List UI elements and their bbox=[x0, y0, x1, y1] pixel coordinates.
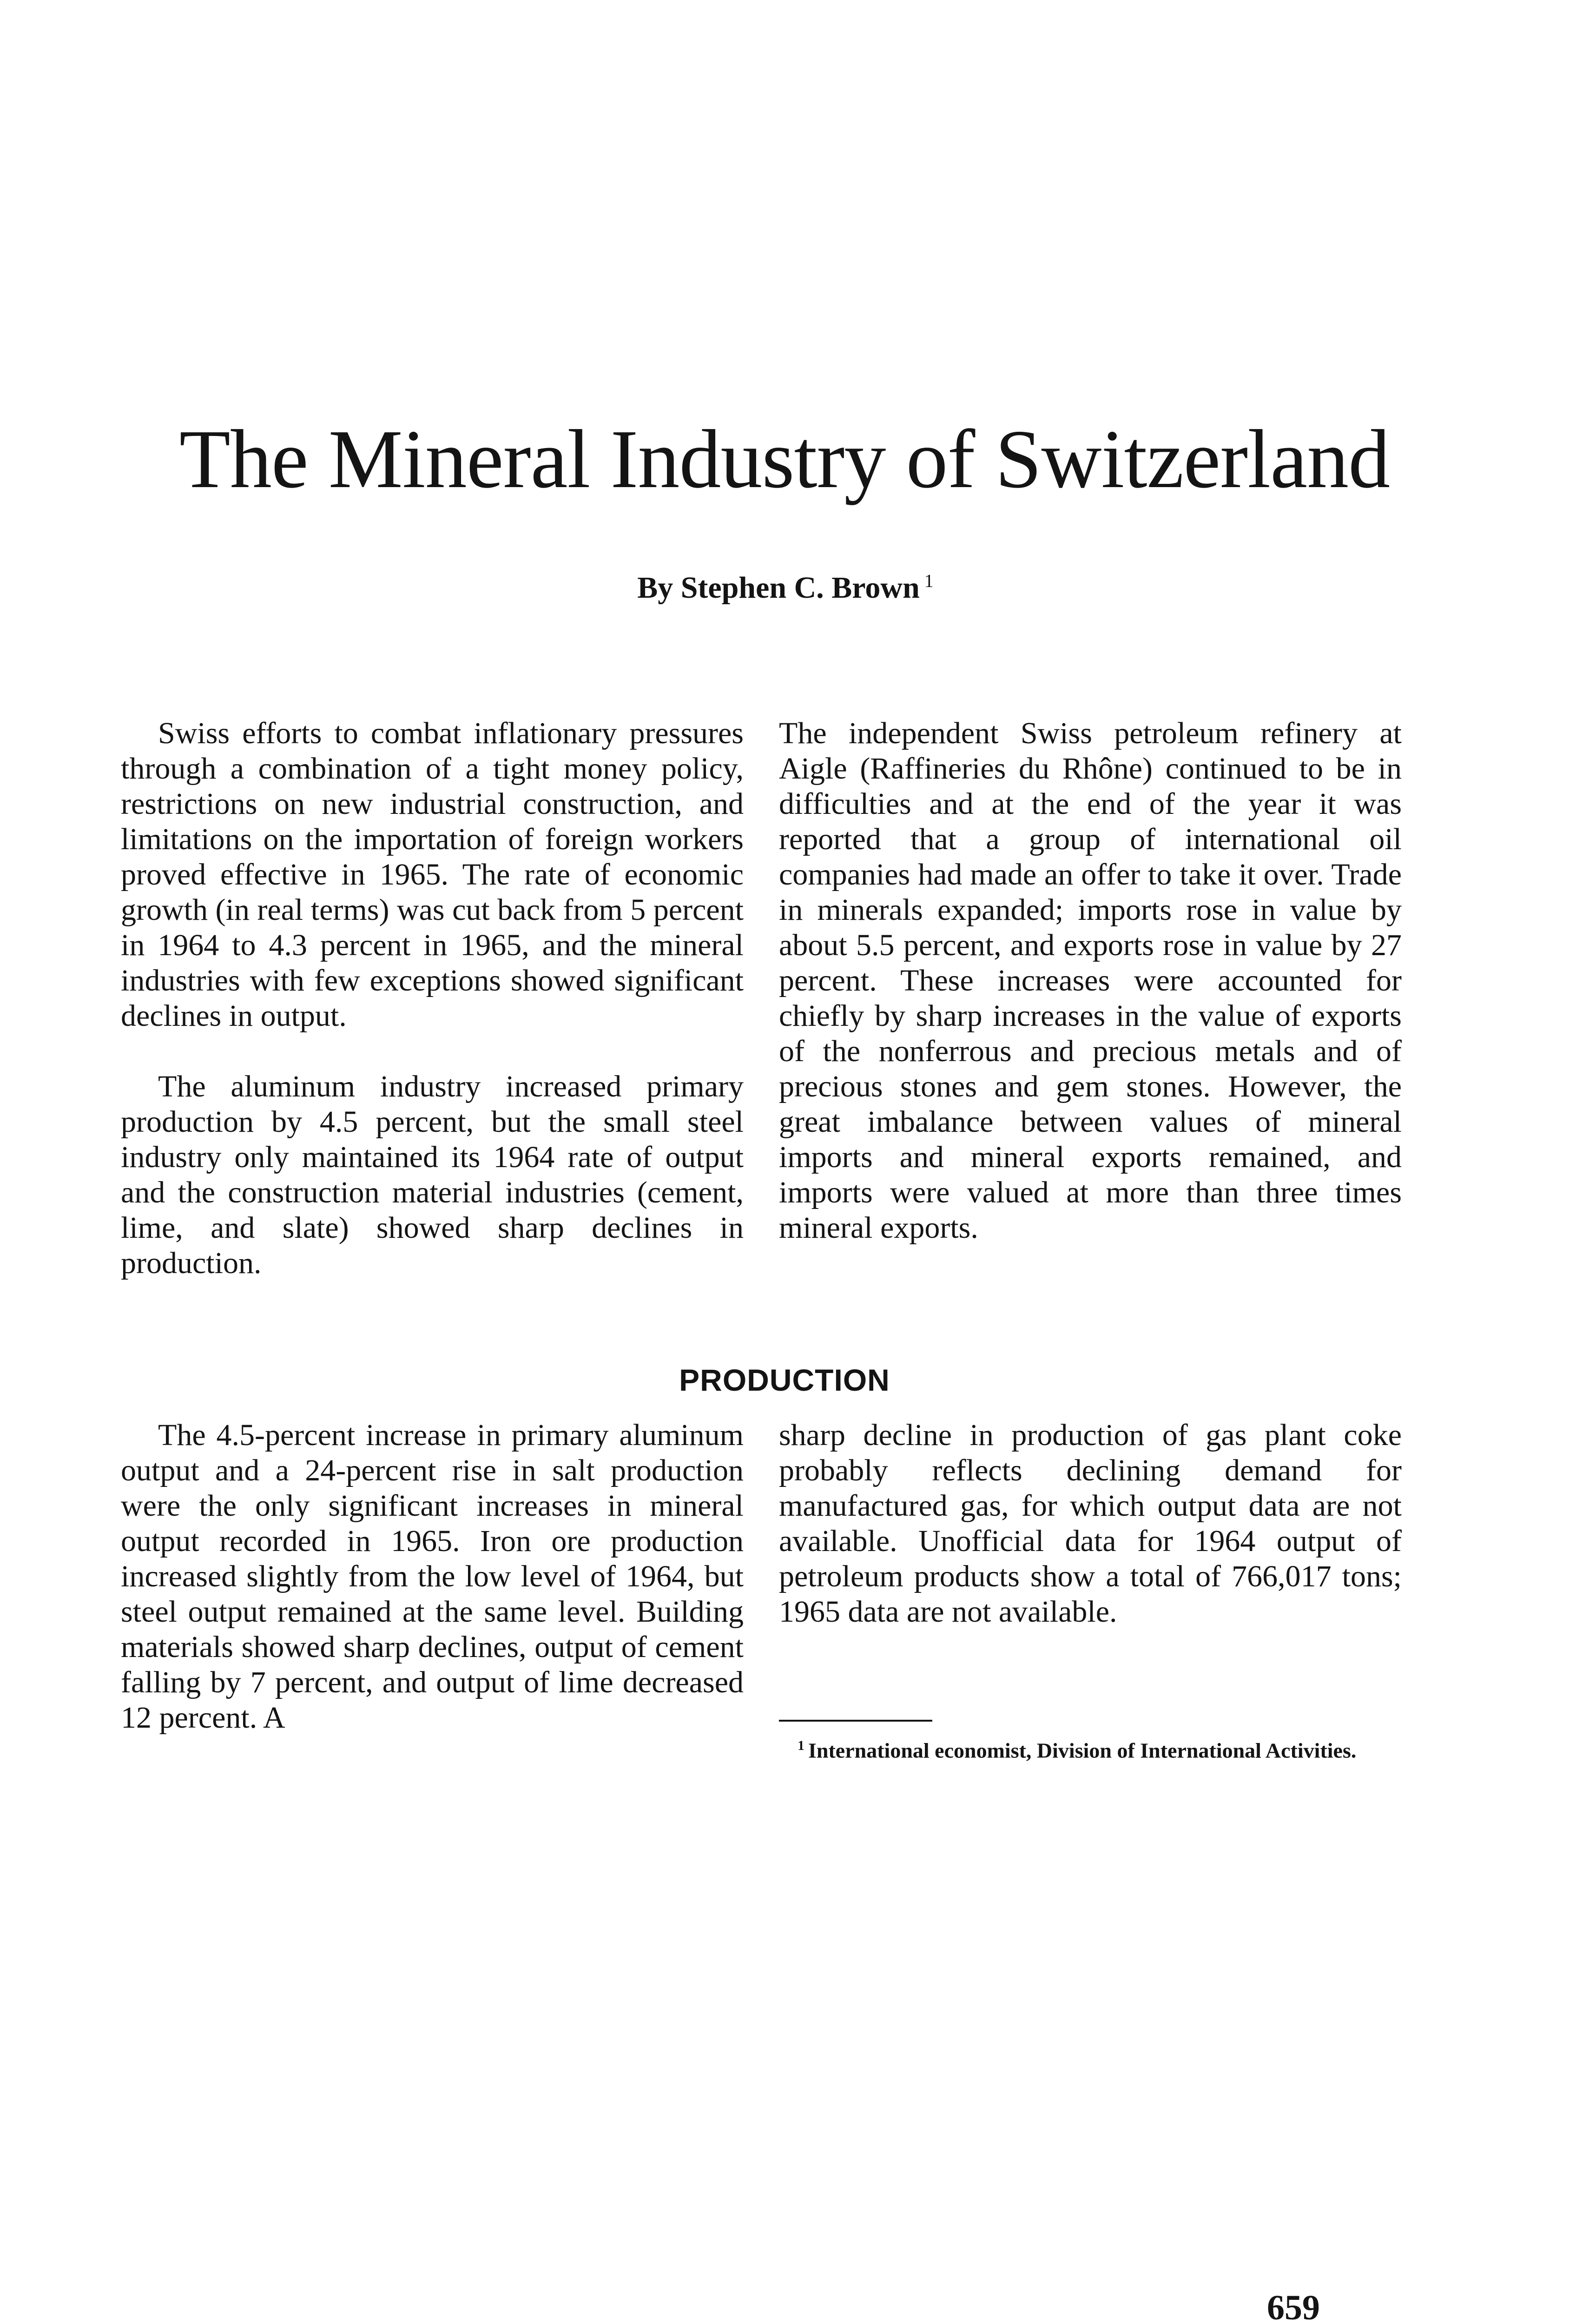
intro-paragraph: The independent Swiss petroleum refinery at Aigle (Raffineries du Rhône) continued to be in difficulties and at the end of the year it was reported that a group of international oil companies had made an offer to take it over. Trade in minerals expanded; imports rose in value by about 5.5 percent, and exports rose in value by 27 percent. These increases were accounted for chiefly by sharp increases in the value of exports of the nonferrous and precious metals and of precious stones and gem stones. However, the great imbalance between values of mineral imports and mineral exports remained, and imports were valued at more than three times mineral exports. bbox=[779, 716, 1402, 1245]
article-title: The Mineral Industry of Switzerland bbox=[179, 413, 1390, 505]
section-heading-production: PRODUCTION bbox=[679, 1363, 890, 1397]
production-paragraph: The 4.5-percent increase in primary aluminum output and a 24-percent rise in salt production were the only significant increases in mineral output recorded in 1965. Iron ore production increased slightly from the low level of 1964, but steel output remained at the same level. Building materials showed sharp declines, output of cement falling by 7 percent, and output of lime decreased 12 percent. A bbox=[121, 1418, 744, 1735]
byline bbox=[539, 569, 1032, 606]
intro-paragraph: The aluminum industry increased primary production by 4.5 percent, but the small steel industry only maintained its 1964 rate of output and the construction material industries (cement, lime, and slate) showed sharp declines in production. bbox=[121, 1070, 744, 1280]
intro-paragraph: Swiss efforts to combat inflationary pressures through a combination of a tight money policy, restrictions on new industrial construction, and limitations on the importation of foreign workers proved effective in 1965. The rate of economic growth (in real terms) was cut back from 5 percent in 1964 to 4.3 percent in 1965, and the mineral industries with few exceptions showed significant declines in output. bbox=[121, 716, 744, 1033]
footnote-text: International economist, Division of International Activities. bbox=[808, 1738, 1357, 1763]
production-paragraph: sharp decline in production of gas plant coke probably reflects declining demand for manufactured gas, for which output data are not available. Unofficial data for 1964 output of petroleum products show a total of 766,017 tons; 1965 data are not available. bbox=[779, 1418, 1402, 1629]
byline-footnote-marker: 1 bbox=[924, 570, 934, 591]
footnote-divider bbox=[779, 1720, 932, 1722]
production-right-column bbox=[779, 1418, 1402, 1630]
footnote-marker: 1 bbox=[798, 1738, 804, 1753]
intro-right-column bbox=[779, 716, 1402, 1246]
author-name: By Stephen C. Brown bbox=[637, 571, 920, 605]
page-number: 659 bbox=[1267, 2288, 1320, 2324]
intro-left-column bbox=[121, 716, 744, 1281]
production-left-column bbox=[121, 1418, 744, 1736]
footnote bbox=[779, 1734, 1402, 1763]
